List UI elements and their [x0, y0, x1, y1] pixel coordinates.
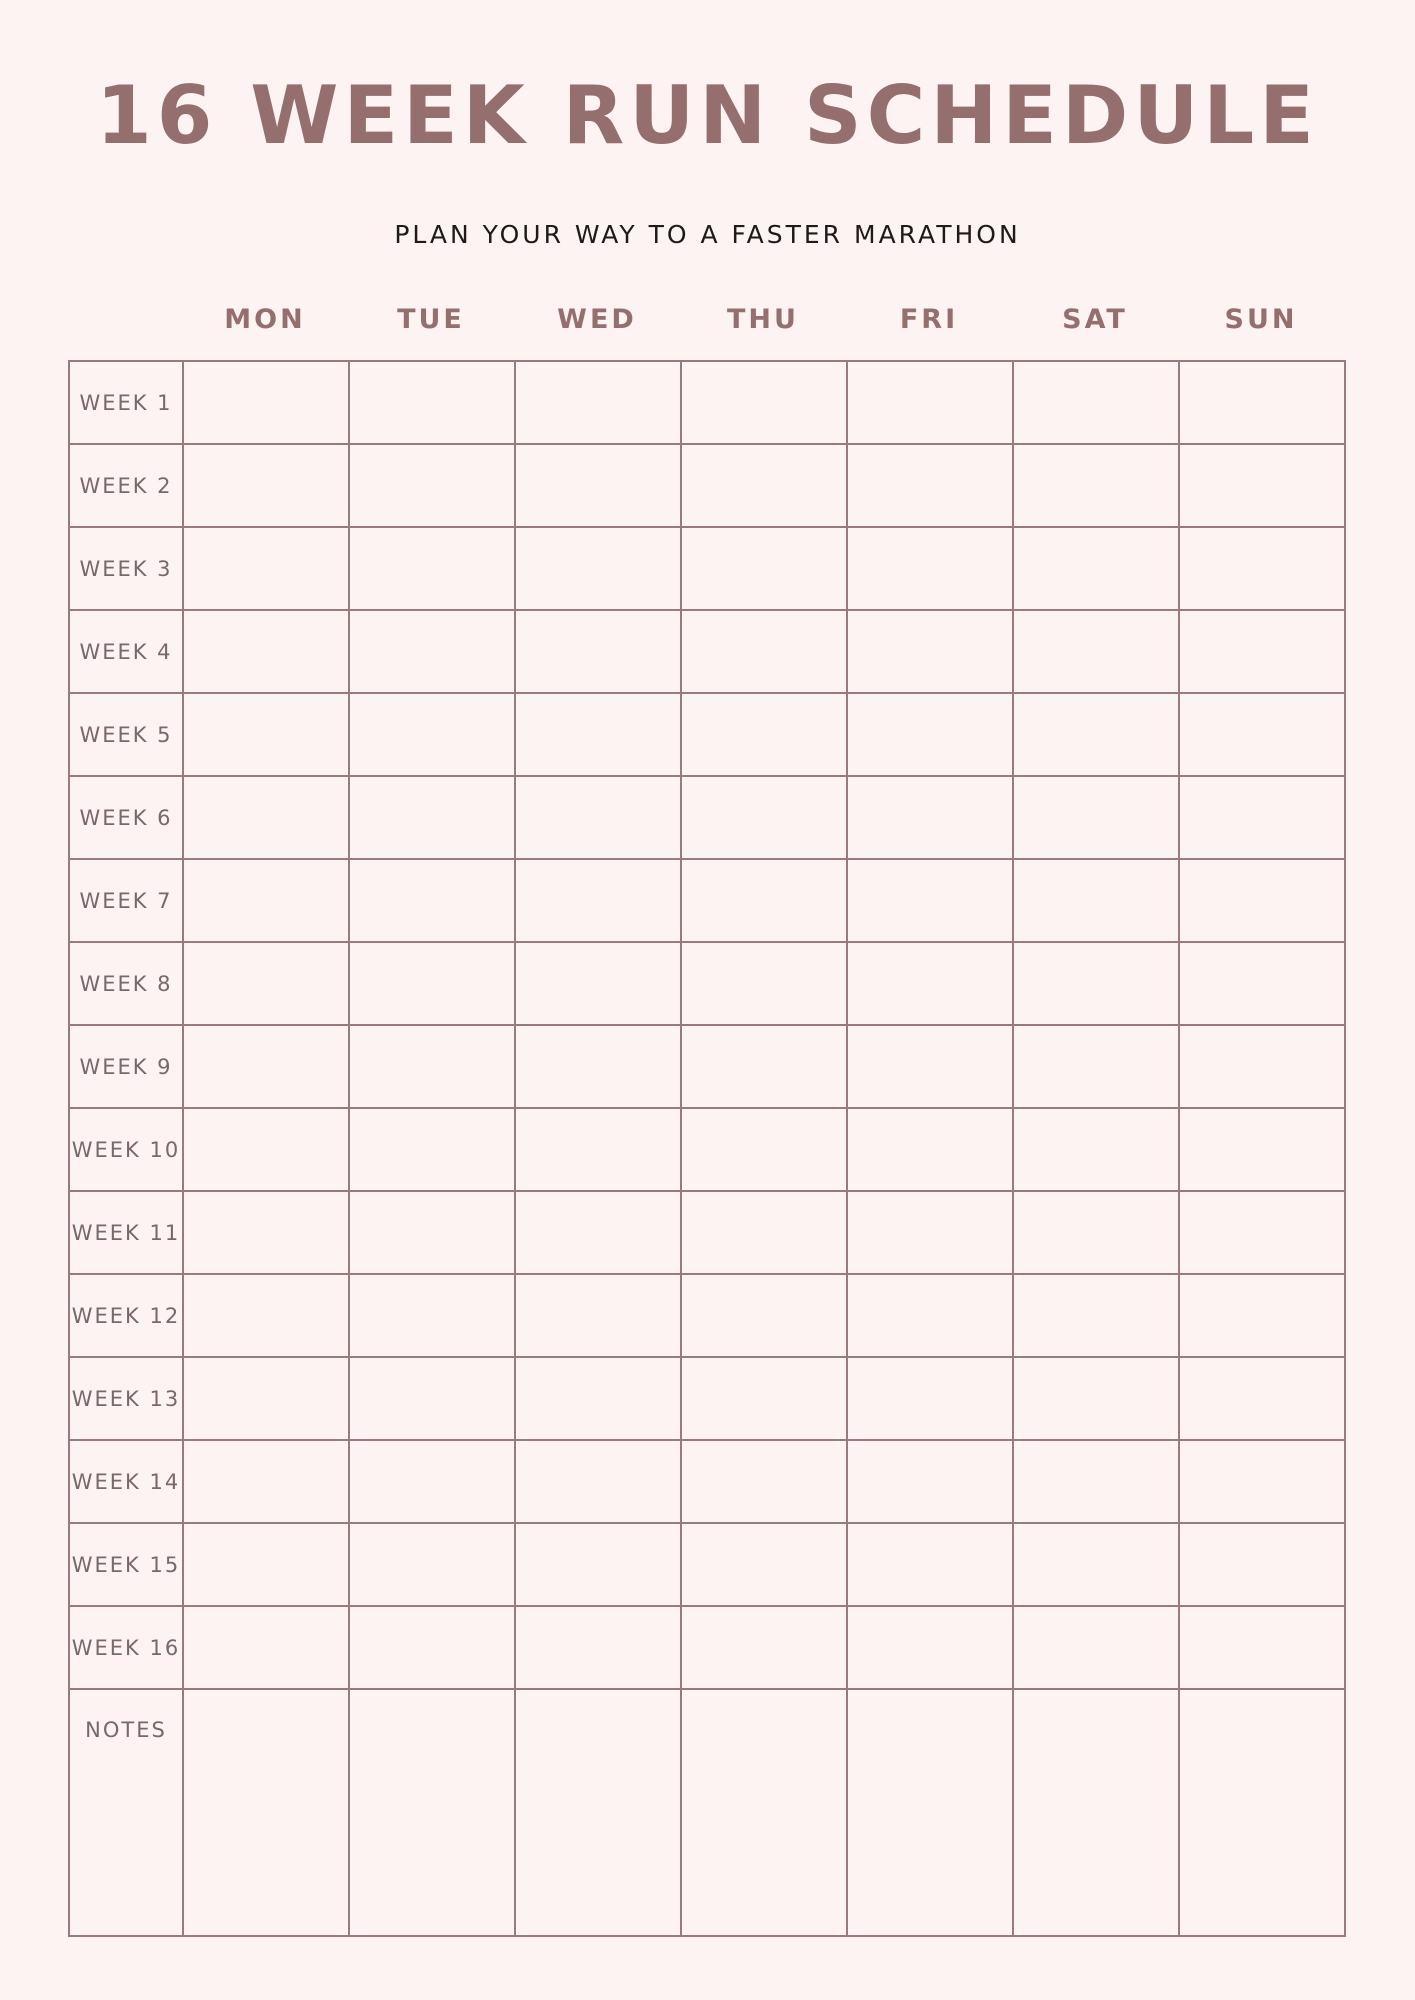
schedule-cell[interactable]: [515, 1440, 681, 1523]
week-row: [69, 859, 1345, 942]
schedule-cell[interactable]: [681, 776, 847, 859]
schedule-cell[interactable]: [1179, 1440, 1345, 1523]
schedule-cell[interactable]: [847, 527, 1013, 610]
notes-cell[interactable]: [681, 1689, 847, 1936]
schedule-cell[interactable]: [515, 1191, 681, 1274]
schedule-cell[interactable]: [183, 1606, 349, 1689]
schedule-cell[interactable]: [1013, 859, 1179, 942]
schedule-cell[interactable]: [515, 1274, 681, 1357]
schedule-cell[interactable]: [349, 859, 515, 942]
schedule-cell[interactable]: [349, 1274, 515, 1357]
schedule-cell[interactable]: [183, 942, 349, 1025]
week-row: [69, 1606, 1345, 1689]
schedule-cell[interactable]: [847, 1606, 1013, 1689]
week-label: WEEK 5: [69, 693, 183, 776]
week-label: WEEK 11: [69, 1191, 183, 1274]
schedule-cell[interactable]: [847, 693, 1013, 776]
schedule-cell[interactable]: [1013, 1108, 1179, 1191]
schedule-cell[interactable]: [515, 693, 681, 776]
notes-cell[interactable]: [349, 1689, 515, 1936]
schedule-cell[interactable]: [183, 1523, 349, 1606]
schedule-cell[interactable]: [349, 527, 515, 610]
day-header-0: MON: [224, 304, 306, 335]
week-row: [69, 527, 1345, 610]
week-row: [69, 444, 1345, 527]
schedule-cell[interactable]: [1013, 610, 1179, 693]
day-header-6: SUN: [1224, 304, 1298, 335]
notes-label: NOTES: [69, 1689, 183, 1936]
schedule-cell[interactable]: [349, 942, 515, 1025]
schedule-cell[interactable]: [183, 1191, 349, 1274]
schedule-cell[interactable]: [1179, 1523, 1345, 1606]
schedule-cell[interactable]: [847, 942, 1013, 1025]
notes-cell[interactable]: [183, 1689, 349, 1936]
week-label: WEEK 16: [69, 1606, 183, 1689]
day-header-2: WED: [557, 304, 637, 335]
schedule-cell[interactable]: [847, 1357, 1013, 1440]
schedule-cell[interactable]: [847, 1440, 1013, 1523]
schedule-cell[interactable]: [681, 942, 847, 1025]
schedule-cell[interactable]: [681, 693, 847, 776]
page-subtitle: PLAN YOUR WAY TO A FASTER MARATHON: [394, 220, 1021, 249]
week-row: [69, 1108, 1345, 1191]
schedule-cell[interactable]: [183, 1357, 349, 1440]
week-label: WEEK 4: [69, 610, 183, 693]
week-label: WEEK 14: [69, 1440, 183, 1523]
schedule-cell[interactable]: [515, 942, 681, 1025]
schedule-cell[interactable]: [1179, 361, 1345, 444]
day-header-5: SAT: [1062, 304, 1128, 335]
schedule-cell[interactable]: [847, 1191, 1013, 1274]
schedule-cell[interactable]: [681, 1191, 847, 1274]
schedule-cell[interactable]: [349, 1606, 515, 1689]
schedule-cell[interactable]: [349, 1440, 515, 1523]
week-row: [69, 1191, 1345, 1274]
schedule-cell[interactable]: [681, 1606, 847, 1689]
week-row: [69, 361, 1345, 444]
schedule-cell[interactable]: [681, 361, 847, 444]
schedule-cell[interactable]: [1013, 1440, 1179, 1523]
schedule-cell[interactable]: [681, 1357, 847, 1440]
week-row: [69, 1025, 1345, 1108]
schedule-cell[interactable]: [847, 361, 1013, 444]
schedule-cell[interactable]: [1179, 1274, 1345, 1357]
schedule-cell[interactable]: [349, 361, 515, 444]
week-label: WEEK 10: [69, 1108, 183, 1191]
week-label: WEEK 2: [69, 444, 183, 527]
schedule-grid: [68, 360, 1346, 1937]
schedule-cell[interactable]: [1179, 776, 1345, 859]
schedule-cell[interactable]: [183, 1025, 349, 1108]
day-header-3: THU: [727, 304, 799, 335]
schedule-cell[interactable]: [847, 1274, 1013, 1357]
schedule-cell[interactable]: [1179, 1191, 1345, 1274]
notes-cell[interactable]: [1179, 1689, 1345, 1936]
schedule-cell[interactable]: [1179, 1606, 1345, 1689]
notes-cell[interactable]: [847, 1689, 1013, 1936]
week-row: [69, 610, 1345, 693]
week-row: [69, 1523, 1345, 1606]
schedule-cell[interactable]: [681, 1440, 847, 1523]
schedule-cell[interactable]: [349, 1191, 515, 1274]
schedule-cell[interactable]: [349, 610, 515, 693]
schedule-cell[interactable]: [847, 1523, 1013, 1606]
notes-cell[interactable]: [1013, 1689, 1179, 1936]
schedule-cell[interactable]: [1179, 859, 1345, 942]
schedule-cell[interactable]: [515, 776, 681, 859]
schedule-cell[interactable]: [847, 859, 1013, 942]
schedule-cell[interactable]: [515, 1108, 681, 1191]
schedule-cell[interactable]: [681, 444, 847, 527]
schedule-cell[interactable]: [183, 527, 349, 610]
week-label: WEEK 12: [69, 1274, 183, 1357]
schedule-cell[interactable]: [349, 1025, 515, 1108]
schedule-cell[interactable]: [349, 1357, 515, 1440]
day-header-1: TUE: [397, 304, 465, 335]
schedule-cell[interactable]: [183, 610, 349, 693]
schedule-cell[interactable]: [183, 1440, 349, 1523]
schedule-cell[interactable]: [1013, 1274, 1179, 1357]
notes-row: [69, 1689, 1345, 1936]
schedule-cell[interactable]: [847, 610, 1013, 693]
week-row: [69, 1357, 1345, 1440]
schedule-cell[interactable]: [847, 1025, 1013, 1108]
week-label: WEEK 15: [69, 1523, 183, 1606]
schedule-cell[interactable]: [1013, 693, 1179, 776]
schedule-cell[interactable]: [681, 859, 847, 942]
schedule-cell[interactable]: [847, 444, 1013, 527]
schedule-cell[interactable]: [515, 1523, 681, 1606]
schedule-cell[interactable]: [349, 1523, 515, 1606]
schedule-cell[interactable]: [1013, 1606, 1179, 1689]
schedule-cell[interactable]: [681, 610, 847, 693]
schedule-cell[interactable]: [1013, 942, 1179, 1025]
schedule-cell[interactable]: [515, 1606, 681, 1689]
schedule-cell[interactable]: [515, 610, 681, 693]
schedule-cell[interactable]: [349, 776, 515, 859]
week-label: WEEK 13: [69, 1357, 183, 1440]
week-label: WEEK 9: [69, 1025, 183, 1108]
week-label: WEEK 8: [69, 942, 183, 1025]
schedule-cell[interactable]: [183, 859, 349, 942]
schedule-cell[interactable]: [1013, 1357, 1179, 1440]
schedule-cell[interactable]: [349, 693, 515, 776]
schedule-cell[interactable]: [515, 361, 681, 444]
schedule-cell[interactable]: [1013, 776, 1179, 859]
schedule-cell[interactable]: [1013, 361, 1179, 444]
week-row: [69, 942, 1345, 1025]
schedule-cell[interactable]: [1179, 444, 1345, 527]
schedule-cell[interactable]: [681, 1523, 847, 1606]
schedule-cell[interactable]: [183, 693, 349, 776]
schedule-cell[interactable]: [681, 527, 847, 610]
schedule-cell[interactable]: [1179, 1108, 1345, 1191]
schedule-cell[interactable]: [1179, 1025, 1345, 1108]
schedule-cell[interactable]: [1013, 444, 1179, 527]
schedule-cell[interactable]: [681, 1274, 847, 1357]
day-header-4: FRI: [899, 304, 959, 335]
schedule-cell[interactable]: [515, 1357, 681, 1440]
schedule-cell[interactable]: [515, 527, 681, 610]
schedule-cell[interactable]: [515, 444, 681, 527]
week-label: WEEK 1: [69, 361, 183, 444]
week-label: WEEK 7: [69, 859, 183, 942]
schedule-cell[interactable]: [1179, 942, 1345, 1025]
schedule-cell[interactable]: [183, 361, 349, 444]
schedule-cell[interactable]: [1179, 527, 1345, 610]
schedule-cell[interactable]: [847, 776, 1013, 859]
schedule-cell[interactable]: [349, 444, 515, 527]
week-label: WEEK 6: [69, 776, 183, 859]
schedule-cell[interactable]: [1013, 527, 1179, 610]
schedule-cell[interactable]: [1179, 1357, 1345, 1440]
week-row: [69, 776, 1345, 859]
schedule-cell[interactable]: [515, 859, 681, 942]
week-label: WEEK 3: [69, 527, 183, 610]
schedule-cell[interactable]: [183, 776, 349, 859]
schedule-cell[interactable]: [1013, 1191, 1179, 1274]
week-row: [69, 1440, 1345, 1523]
schedule-cell[interactable]: [1013, 1025, 1179, 1108]
page-title: 16 WEEK RUN SCHEDULE: [96, 69, 1319, 162]
week-row: [69, 1274, 1345, 1357]
schedule-cell[interactable]: [681, 1025, 847, 1108]
schedule-cell[interactable]: [349, 1108, 515, 1191]
notes-cell[interactable]: [515, 1689, 681, 1936]
schedule-cell[interactable]: [1179, 610, 1345, 693]
schedule-cell[interactable]: [1013, 1523, 1179, 1606]
week-row: [69, 693, 1345, 776]
schedule-cell[interactable]: [183, 1108, 349, 1191]
schedule-cell[interactable]: [847, 1108, 1013, 1191]
schedule-cell[interactable]: [515, 1025, 681, 1108]
schedule-cell[interactable]: [183, 444, 349, 527]
schedule-cell[interactable]: [681, 1108, 847, 1191]
schedule-cell[interactable]: [183, 1274, 349, 1357]
schedule-cell[interactable]: [1179, 693, 1345, 776]
